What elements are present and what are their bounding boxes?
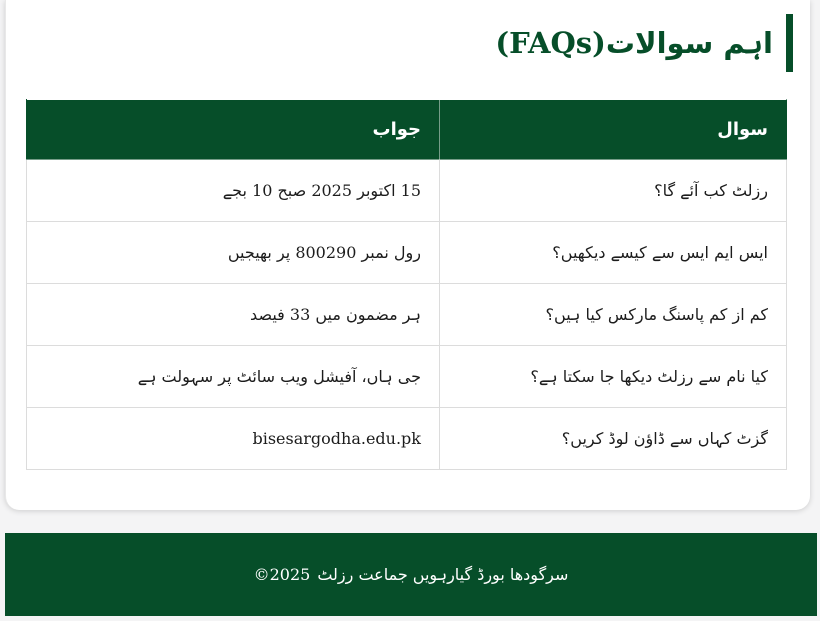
faq-answer-cell: رول نمبر 800290 پر بھیجیں [27,222,440,284]
faq-table [26,99,787,470]
column-header-answer: جواب [27,100,440,160]
faq-question-cell: کم از کم پاسنگ مارکس کیا ہیں؟ [440,284,787,346]
page-title: اہم سوالات(FAQs) [6,14,793,72]
faq-answer-cell: bisesargodha.edu.pk [27,408,440,470]
table-row [27,408,787,470]
faq-question-cell: رزلٹ کب آئے گا؟ [440,160,787,222]
table-row [27,222,787,284]
faq-question-cell: گزٹ کہاں سے ڈاؤن لوڈ کریں؟ [440,408,787,470]
table-row [27,346,787,408]
faq-answer-cell: ہر مضمون میں 33 فیصد [27,284,440,346]
table-header-row [27,100,787,160]
content-card [5,0,810,510]
column-header-question: سوال [440,100,787,160]
table-row [27,284,787,346]
faq-answer-cell: 15 اکتوبر 2025 صبح 10 بجے [27,160,440,222]
faq-answer-cell: جی ہاں، آفیشل ویب سائٹ پر سہولت ہے [27,346,440,408]
footer [5,533,817,616]
footer-copyright: ©2025 [253,565,311,584]
footer-text: سرگودھا بورڈ گیارہویں جماعت رزلٹ [317,565,569,584]
faq-question-cell: کیا نام سے رزلٹ دیکھا جا سکتا ہے؟ [440,346,787,408]
faq-question-cell: ایس ایم ایس سے کیسے دیکھیں؟ [440,222,787,284]
table-row [27,160,787,222]
